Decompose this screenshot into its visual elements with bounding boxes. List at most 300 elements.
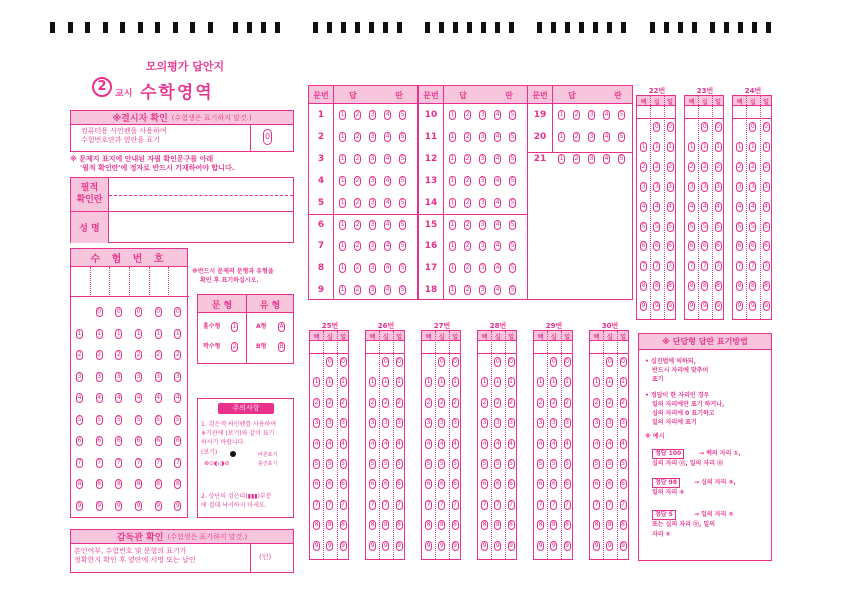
- mc-choice-bubble[interactable]: 2: [355, 111, 360, 118]
- short-answer-bubble[interactable]: 6: [538, 480, 543, 488]
- short-answer-bubble[interactable]: 7: [370, 500, 375, 508]
- mc-choice-bubble[interactable]: 1: [450, 286, 455, 294]
- short-answer-bubble[interactable]: 4: [607, 439, 612, 447]
- short-answer-bubble[interactable]: 3: [750, 182, 755, 190]
- short-answer-bubble[interactable]: 2: [607, 398, 612, 406]
- short-answer-bubble[interactable]: 8: [314, 521, 319, 529]
- short-answer-bubble[interactable]: 8: [607, 521, 612, 529]
- mc-choice-bubble[interactable]: 2: [355, 198, 360, 206]
- exam-digit-bubble[interactable]: 0: [175, 308, 180, 315]
- mc-choice-bubble[interactable]: 3: [480, 198, 485, 206]
- exam-digit-bubble[interactable]: 0: [116, 308, 121, 315]
- short-answer-bubble[interactable]: 8: [641, 282, 646, 290]
- short-answer-bubble[interactable]: 2: [341, 398, 345, 406]
- short-answer-bubble[interactable]: 5: [702, 222, 707, 230]
- mc-choice-bubble[interactable]: 3: [480, 220, 485, 228]
- mc-choice-bubble[interactable]: 5: [510, 111, 515, 118]
- mc-choice-bubble[interactable]: 1: [450, 220, 455, 228]
- short-answer-bubble[interactable]: 1: [621, 378, 625, 386]
- short-answer-bubble[interactable]: 5: [551, 460, 556, 467]
- exam-digit-write-cell[interactable]: [91, 267, 111, 297]
- short-answer-bubble[interactable]: 5: [750, 222, 755, 230]
- exam-digit-bubble[interactable]: 3: [77, 372, 82, 380]
- short-answer-bubble[interactable]: 7: [716, 262, 720, 270]
- mc-choice-bubble[interactable]: 4: [385, 286, 390, 294]
- mc-choice-bubble[interactable]: 1: [340, 132, 345, 140]
- exam-digit-bubble[interactable]: 3: [97, 372, 102, 380]
- short-answer-bubble[interactable]: 8: [509, 521, 513, 529]
- exam-digit-bubble[interactable]: 9: [136, 501, 141, 509]
- mc-choice-bubble[interactable]: 3: [480, 132, 485, 140]
- mc-choice-bubble[interactable]: 1: [559, 111, 564, 118]
- short-answer-bubble[interactable]: 1: [426, 378, 431, 386]
- short-answer-bubble[interactable]: 2: [509, 398, 513, 406]
- short-answer-bubble[interactable]: 4: [370, 439, 375, 447]
- mc-choice-bubble[interactable]: 4: [385, 176, 390, 184]
- exam-digit-bubble[interactable]: 5: [77, 415, 82, 423]
- short-answer-bubble[interactable]: 2: [383, 398, 388, 406]
- short-answer-bubble[interactable]: 1: [750, 142, 755, 150]
- short-answer-bubble[interactable]: 9: [737, 302, 742, 310]
- short-answer-bubble[interactable]: 7: [594, 500, 599, 508]
- mc-choice-bubble[interactable]: 2: [355, 286, 360, 294]
- short-answer-bubble[interactable]: 9: [668, 302, 672, 310]
- exam-digit-bubble[interactable]: 8: [77, 480, 82, 487]
- short-answer-bubble[interactable]: 1: [538, 378, 543, 386]
- short-answer-bubble[interactable]: 7: [495, 500, 500, 508]
- short-answer-bubble[interactable]: 8: [551, 521, 556, 529]
- short-answer-bubble[interactable]: 6: [383, 480, 388, 488]
- mc-choice-bubble[interactable]: 5: [619, 154, 624, 162]
- short-answer-bubble[interactable]: 0: [654, 123, 659, 130]
- short-answer-bubble[interactable]: 2: [370, 398, 375, 406]
- exam-digit-bubble[interactable]: 2: [77, 351, 82, 358]
- mc-choice-bubble[interactable]: 2: [465, 286, 470, 294]
- short-answer-bubble[interactable]: 3: [426, 419, 431, 427]
- short-answer-bubble[interactable]: 6: [370, 480, 375, 488]
- exam-digit-bubble[interactable]: 5: [136, 415, 141, 423]
- short-answer-bubble[interactable]: 1: [314, 378, 319, 386]
- mc-choice-bubble[interactable]: 1: [450, 198, 455, 206]
- short-answer-bubble[interactable]: 6: [750, 242, 755, 250]
- mc-choice-bubble[interactable]: 3: [480, 176, 485, 184]
- short-answer-bubble[interactable]: 2: [439, 398, 444, 406]
- short-answer-bubble[interactable]: 9: [453, 541, 457, 549]
- short-answer-bubble[interactable]: 6: [509, 480, 513, 488]
- short-answer-bubble[interactable]: 4: [565, 439, 569, 447]
- short-answer-bubble[interactable]: 3: [654, 182, 659, 190]
- short-answer-bubble[interactable]: 1: [641, 142, 646, 150]
- short-answer-bubble[interactable]: 1: [370, 378, 375, 386]
- short-answer-bubble[interactable]: 1: [439, 378, 444, 386]
- mc-choice-bubble[interactable]: 4: [495, 154, 500, 162]
- short-answer-bubble[interactable]: 7: [607, 500, 612, 508]
- short-answer-bubble[interactable]: 6: [594, 480, 599, 488]
- short-answer-bubble[interactable]: 8: [764, 282, 768, 290]
- short-answer-bubble[interactable]: 9: [689, 302, 694, 310]
- exam-digit-bubble[interactable]: 0: [97, 308, 102, 315]
- short-answer-bubble[interactable]: 2: [716, 162, 720, 170]
- exam-digit-bubble[interactable]: 4: [156, 394, 161, 401]
- mc-choice-bubble[interactable]: 5: [400, 242, 405, 250]
- short-answer-bubble[interactable]: 9: [495, 541, 500, 549]
- mc-choice-bubble[interactable]: 3: [370, 242, 375, 250]
- short-answer-bubble[interactable]: 9: [607, 541, 612, 549]
- mc-choice-bubble[interactable]: 3: [370, 220, 375, 228]
- short-answer-bubble[interactable]: 9: [341, 541, 345, 549]
- exam-digit-bubble[interactable]: 0: [156, 308, 161, 315]
- short-answer-bubble[interactable]: 6: [482, 480, 487, 488]
- short-answer-bubble[interactable]: 4: [702, 202, 707, 210]
- exam-digit-write-cell[interactable]: [169, 267, 189, 297]
- short-answer-bubble[interactable]: 1: [495, 378, 500, 386]
- mc-choice-bubble[interactable]: 2: [355, 176, 360, 184]
- mc-choice-bubble[interactable]: 2: [465, 198, 470, 206]
- mc-choice-bubble[interactable]: 5: [510, 286, 515, 294]
- short-answer-bubble[interactable]: 7: [654, 262, 659, 270]
- mc-choice-bubble[interactable]: 5: [400, 220, 405, 228]
- short-answer-bubble[interactable]: 7: [509, 500, 513, 508]
- short-answer-bubble[interactable]: 5: [565, 460, 569, 467]
- short-answer-bubble[interactable]: 4: [383, 439, 388, 447]
- short-answer-bubble[interactable]: 4: [495, 439, 500, 447]
- short-answer-bubble[interactable]: 5: [654, 222, 659, 230]
- exam-digit-bubble[interactable]: 8: [136, 480, 141, 487]
- mc-choice-bubble[interactable]: 3: [589, 154, 594, 162]
- short-answer-bubble[interactable]: 5: [439, 460, 444, 467]
- short-answer-bubble[interactable]: 2: [327, 398, 332, 406]
- mc-choice-bubble[interactable]: 2: [465, 220, 470, 228]
- mc-choice-bubble[interactable]: 1: [340, 242, 345, 250]
- short-answer-bubble[interactable]: 0: [397, 358, 401, 365]
- mc-choice-bubble[interactable]: 4: [385, 154, 390, 162]
- mc-choice-bubble[interactable]: 2: [355, 132, 360, 140]
- short-answer-bubble[interactable]: 8: [750, 282, 755, 290]
- short-answer-bubble[interactable]: 4: [439, 439, 444, 447]
- short-answer-bubble[interactable]: 3: [668, 182, 672, 190]
- short-answer-bubble[interactable]: 9: [654, 302, 659, 310]
- short-answer-bubble[interactable]: 9: [702, 302, 707, 310]
- short-answer-bubble[interactable]: 3: [689, 182, 694, 190]
- short-answer-bubble[interactable]: 3: [383, 419, 388, 427]
- mc-choice-bubble[interactable]: 4: [495, 286, 500, 294]
- short-answer-bubble[interactable]: 6: [689, 242, 694, 250]
- mc-choice-bubble[interactable]: 3: [480, 264, 485, 272]
- short-answer-bubble[interactable]: 5: [509, 460, 513, 467]
- mc-choice-bubble[interactable]: 3: [370, 286, 375, 294]
- short-answer-bubble[interactable]: 3: [327, 419, 332, 427]
- short-answer-bubble[interactable]: 3: [607, 419, 612, 427]
- mc-choice-bubble[interactable]: 1: [340, 176, 345, 184]
- mc-choice-bubble[interactable]: 4: [385, 111, 390, 118]
- short-answer-bubble[interactable]: 3: [314, 419, 319, 427]
- short-answer-bubble[interactable]: 9: [594, 541, 599, 549]
- exam-digit-bubble[interactable]: 7: [77, 458, 82, 466]
- short-answer-bubble[interactable]: 2: [641, 162, 646, 170]
- short-answer-bubble[interactable]: 8: [565, 521, 569, 529]
- short-answer-bubble[interactable]: 0: [495, 358, 500, 365]
- exam-digit-bubble[interactable]: 2: [136, 351, 141, 358]
- short-answer-bubble[interactable]: 7: [397, 500, 401, 508]
- mc-choice-bubble[interactable]: 3: [370, 154, 375, 162]
- short-answer-bubble[interactable]: 1: [509, 378, 513, 386]
- mc-choice-bubble[interactable]: 4: [385, 198, 390, 206]
- mc-choice-bubble[interactable]: 4: [604, 154, 609, 162]
- exam-digit-bubble[interactable]: 6: [116, 437, 121, 444]
- short-answer-bubble[interactable]: 3: [737, 182, 742, 190]
- short-answer-bubble[interactable]: 3: [439, 419, 444, 427]
- short-answer-bubble[interactable]: 7: [702, 262, 707, 270]
- short-answer-bubble[interactable]: 5: [668, 222, 672, 230]
- short-answer-bubble[interactable]: 0: [439, 358, 444, 365]
- short-answer-bubble[interactable]: 0: [453, 358, 457, 365]
- short-answer-bubble[interactable]: 3: [397, 419, 401, 427]
- short-answer-bubble[interactable]: 7: [689, 262, 694, 270]
- exam-digit-bubble[interactable]: 3: [136, 372, 141, 380]
- exam-digit-bubble[interactable]: 6: [175, 437, 180, 444]
- short-answer-bubble[interactable]: 2: [668, 162, 672, 170]
- short-answer-bubble[interactable]: 4: [551, 439, 556, 447]
- short-answer-bubble[interactable]: 7: [538, 500, 543, 508]
- short-answer-bubble[interactable]: 8: [702, 282, 707, 290]
- short-answer-bubble[interactable]: 4: [750, 202, 755, 210]
- short-answer-bubble[interactable]: 1: [702, 142, 707, 150]
- short-answer-bubble[interactable]: 6: [716, 242, 720, 250]
- short-answer-bubble[interactable]: 8: [737, 282, 742, 290]
- short-answer-bubble[interactable]: 5: [689, 222, 694, 230]
- exam-digit-bubble[interactable]: 6: [136, 437, 141, 444]
- short-answer-bubble[interactable]: 2: [621, 398, 625, 406]
- short-answer-bubble[interactable]: 1: [482, 378, 487, 386]
- short-answer-bubble[interactable]: 8: [341, 521, 345, 529]
- short-answer-bubble[interactable]: 2: [426, 398, 431, 406]
- exam-digit-write-cell[interactable]: [110, 267, 130, 297]
- short-answer-bubble[interactable]: 5: [607, 460, 612, 467]
- short-answer-bubble[interactable]: 0: [327, 358, 332, 365]
- exam-digit-bubble[interactable]: 3: [156, 372, 161, 380]
- exam-digit-bubble[interactable]: 1: [156, 329, 161, 337]
- short-answer-bubble[interactable]: 8: [538, 521, 543, 529]
- exam-digit-bubble[interactable]: 6: [156, 437, 161, 444]
- short-answer-bubble[interactable]: 9: [538, 541, 543, 549]
- short-answer-bubble[interactable]: 5: [538, 460, 543, 467]
- mc-choice-bubble[interactable]: 3: [480, 286, 485, 294]
- mc-choice-bubble[interactable]: 3: [589, 111, 594, 118]
- short-answer-bubble[interactable]: 8: [668, 282, 672, 290]
- short-answer-bubble[interactable]: 2: [314, 398, 319, 406]
- short-answer-bubble[interactable]: 6: [668, 242, 672, 250]
- short-answer-bubble[interactable]: 4: [327, 439, 332, 447]
- exam-digit-write-cell[interactable]: [130, 267, 150, 297]
- short-answer-bubble[interactable]: 6: [764, 242, 768, 250]
- short-answer-bubble[interactable]: 9: [750, 302, 755, 310]
- short-answer-bubble[interactable]: 2: [764, 162, 768, 170]
- mc-choice-bubble[interactable]: 3: [589, 132, 594, 140]
- short-answer-bubble[interactable]: 9: [383, 541, 388, 549]
- exam-digit-bubble[interactable]: 9: [77, 501, 82, 509]
- mc-choice-bubble[interactable]: 1: [340, 111, 345, 118]
- exam-digit-bubble[interactable]: 5: [97, 415, 102, 423]
- short-answer-bubble[interactable]: 9: [565, 541, 569, 549]
- mc-choice-bubble[interactable]: 5: [400, 176, 405, 184]
- even-type-bubble[interactable]: 2: [232, 343, 237, 350]
- short-answer-bubble[interactable]: 1: [397, 378, 401, 386]
- short-answer-bubble[interactable]: 7: [641, 262, 646, 270]
- short-answer-bubble[interactable]: 6: [607, 480, 612, 488]
- exam-digit-bubble[interactable]: 2: [97, 351, 102, 358]
- mc-choice-bubble[interactable]: 3: [370, 111, 375, 118]
- short-answer-bubble[interactable]: 7: [565, 500, 569, 508]
- short-answer-bubble[interactable]: 8: [654, 282, 659, 290]
- short-answer-bubble[interactable]: 4: [341, 439, 345, 447]
- short-answer-bubble[interactable]: 8: [495, 521, 500, 529]
- short-answer-bubble[interactable]: 8: [716, 282, 720, 290]
- short-answer-bubble[interactable]: 1: [654, 142, 659, 150]
- exam-digit-bubble[interactable]: 6: [77, 437, 82, 444]
- mc-choice-bubble[interactable]: 3: [480, 242, 485, 250]
- mc-choice-bubble[interactable]: 4: [495, 220, 500, 228]
- mc-choice-bubble[interactable]: 1: [559, 132, 564, 140]
- mc-choice-bubble[interactable]: 3: [370, 132, 375, 140]
- mc-choice-bubble[interactable]: 1: [340, 198, 345, 206]
- short-answer-bubble[interactable]: 1: [341, 378, 345, 386]
- mc-choice-bubble[interactable]: 4: [495, 176, 500, 184]
- mc-choice-bubble[interactable]: 2: [355, 264, 360, 272]
- exam-digit-bubble[interactable]: 8: [156, 480, 161, 487]
- short-answer-bubble[interactable]: 9: [482, 541, 487, 549]
- short-answer-bubble[interactable]: 8: [482, 521, 487, 529]
- short-answer-bubble[interactable]: 3: [702, 182, 707, 190]
- mc-choice-bubble[interactable]: 1: [450, 242, 455, 250]
- mc-choice-bubble[interactable]: 4: [385, 264, 390, 272]
- type-a-bubble[interactable]: A: [279, 323, 284, 330]
- mc-choice-bubble[interactable]: 1: [450, 111, 455, 118]
- short-answer-bubble[interactable]: 5: [453, 460, 457, 467]
- short-answer-bubble[interactable]: 7: [341, 500, 345, 508]
- exam-digit-bubble[interactable]: 7: [97, 458, 102, 466]
- short-answer-bubble[interactable]: 0: [509, 358, 513, 365]
- short-answer-bubble[interactable]: 5: [621, 460, 625, 467]
- mc-choice-bubble[interactable]: 5: [510, 198, 515, 206]
- short-answer-bubble[interactable]: 3: [551, 419, 556, 427]
- mc-choice-bubble[interactable]: 2: [465, 242, 470, 250]
- mc-choice-bubble[interactable]: 4: [604, 132, 609, 140]
- exam-digit-bubble[interactable]: 7: [116, 458, 121, 466]
- short-answer-bubble[interactable]: 0: [668, 123, 672, 130]
- short-answer-bubble[interactable]: 2: [689, 162, 694, 170]
- short-answer-bubble[interactable]: 7: [621, 500, 625, 508]
- exam-digit-bubble[interactable]: 3: [175, 372, 180, 380]
- short-answer-bubble[interactable]: 4: [426, 439, 431, 447]
- short-answer-bubble[interactable]: 8: [439, 521, 444, 529]
- short-answer-bubble[interactable]: 3: [538, 419, 543, 427]
- short-answer-bubble[interactable]: 7: [314, 500, 319, 508]
- short-answer-bubble[interactable]: 7: [737, 262, 742, 270]
- seal-field[interactable]: (인): [259, 553, 272, 561]
- short-answer-bubble[interactable]: 2: [594, 398, 599, 406]
- short-answer-bubble[interactable]: 2: [397, 398, 401, 406]
- short-answer-bubble[interactable]: 4: [482, 439, 487, 447]
- mc-choice-bubble[interactable]: 1: [340, 154, 345, 162]
- short-answer-bubble[interactable]: 7: [327, 500, 332, 508]
- short-answer-bubble[interactable]: 4: [453, 439, 457, 447]
- short-answer-bubble[interactable]: 7: [426, 500, 431, 508]
- short-answer-bubble[interactable]: 7: [750, 262, 755, 270]
- short-answer-bubble[interactable]: 3: [370, 419, 375, 427]
- short-answer-bubble[interactable]: 0: [565, 358, 569, 365]
- mc-choice-bubble[interactable]: 5: [400, 111, 405, 118]
- mc-choice-bubble[interactable]: 1: [340, 220, 345, 228]
- short-answer-bubble[interactable]: 9: [439, 541, 444, 549]
- short-answer-bubble[interactable]: 6: [314, 480, 319, 488]
- mc-choice-bubble[interactable]: 5: [400, 286, 405, 294]
- mc-choice-bubble[interactable]: 2: [465, 154, 470, 162]
- short-answer-bubble[interactable]: 9: [641, 302, 646, 310]
- short-answer-bubble[interactable]: 9: [764, 302, 768, 310]
- exam-digit-bubble[interactable]: 8: [116, 480, 121, 487]
- short-answer-bubble[interactable]: 3: [509, 419, 513, 427]
- short-answer-bubble[interactable]: 5: [641, 222, 646, 230]
- short-answer-bubble[interactable]: 3: [594, 419, 599, 427]
- short-answer-bubble[interactable]: 7: [383, 500, 388, 508]
- short-answer-bubble[interactable]: 1: [327, 378, 332, 386]
- exam-digit-bubble[interactable]: 7: [175, 458, 180, 466]
- short-answer-bubble[interactable]: 5: [341, 460, 345, 467]
- mc-choice-bubble[interactable]: 4: [495, 111, 500, 118]
- short-answer-bubble[interactable]: 4: [538, 439, 543, 447]
- odd-type-bubble[interactable]: 1: [232, 323, 237, 330]
- short-answer-bubble[interactable]: 9: [509, 541, 513, 549]
- mc-choice-bubble[interactable]: 5: [400, 132, 405, 140]
- short-answer-bubble[interactable]: 6: [495, 480, 500, 488]
- short-answer-bubble[interactable]: 6: [641, 242, 646, 250]
- short-answer-bubble[interactable]: 1: [716, 142, 720, 150]
- mc-choice-bubble[interactable]: 5: [619, 132, 624, 140]
- short-answer-bubble[interactable]: 9: [621, 541, 625, 549]
- short-answer-bubble[interactable]: 5: [314, 460, 319, 467]
- short-answer-bubble[interactable]: 3: [716, 182, 720, 190]
- exam-digit-bubble[interactable]: 1: [116, 329, 121, 337]
- short-answer-bubble[interactable]: 1: [453, 378, 457, 386]
- short-answer-bubble[interactable]: 4: [689, 202, 694, 210]
- short-answer-bubble[interactable]: 4: [737, 202, 742, 210]
- short-answer-bubble[interactable]: 0: [383, 358, 388, 365]
- short-answer-bubble[interactable]: 5: [482, 460, 487, 467]
- mc-choice-bubble[interactable]: 2: [355, 242, 360, 250]
- short-answer-bubble[interactable]: 3: [453, 419, 457, 427]
- short-answer-bubble[interactable]: 3: [641, 182, 646, 190]
- short-answer-bubble[interactable]: 3: [495, 419, 500, 427]
- mc-choice-bubble[interactable]: 3: [370, 264, 375, 272]
- short-answer-bubble[interactable]: 1: [737, 142, 742, 150]
- short-answer-bubble[interactable]: 7: [439, 500, 444, 508]
- mc-choice-bubble[interactable]: 1: [450, 264, 455, 272]
- short-answer-bubble[interactable]: 6: [439, 480, 444, 488]
- short-answer-bubble[interactable]: 1: [383, 378, 388, 386]
- exam-digit-bubble[interactable]: 4: [136, 394, 141, 401]
- mc-choice-bubble[interactable]: 4: [495, 264, 500, 272]
- short-answer-bubble[interactable]: 7: [453, 500, 457, 508]
- exam-digit-bubble[interactable]: 4: [97, 394, 102, 401]
- mc-choice-bubble[interactable]: 5: [510, 132, 515, 140]
- short-answer-bubble[interactable]: 2: [495, 398, 500, 406]
- short-answer-bubble[interactable]: 2: [750, 162, 755, 170]
- mc-choice-bubble[interactable]: 2: [465, 176, 470, 184]
- type-b-bubble[interactable]: B: [279, 343, 284, 350]
- mc-choice-bubble[interactable]: 4: [385, 242, 390, 250]
- exam-digit-bubble[interactable]: 4: [116, 394, 121, 401]
- short-answer-bubble[interactable]: 8: [383, 521, 388, 529]
